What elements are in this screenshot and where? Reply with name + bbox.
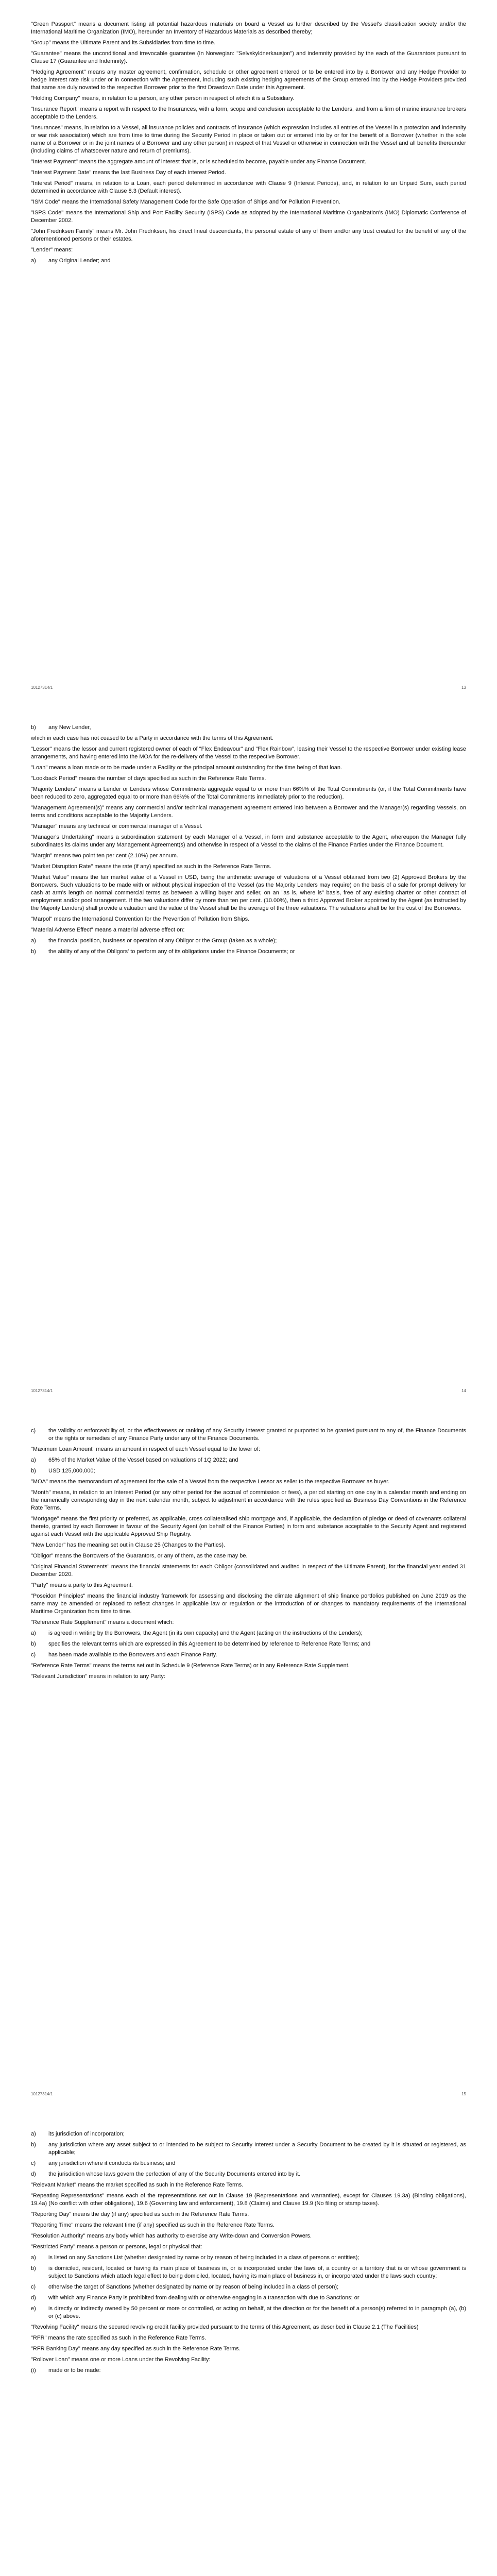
list-item [31, 1467, 466, 1475]
list-item-label: c) [31, 2160, 36, 2166]
definition-paragraph: "Resolution Authority" means any body which has authority to exercise any Write-down and Conversion Powers. [31, 2233, 312, 2239]
page-footer [31, 1388, 466, 1393]
list-item-label: b) [31, 1468, 36, 1474]
list-item-text: the validity or enforceability of, or the effectiveness or ranking of any Security Interest granted or purported to be granted pursuant to any of, the Finance Documents or the rights or remedies of any Finance Party under any of the Finance Documents. [48, 1428, 466, 1442]
list-item-label: a) [31, 2131, 36, 2137]
list-item-text: is listed on any Sanctions List (whether designated by name or by reason of being included in a class of persons or entities); [48, 2255, 359, 2261]
definition-paragraph: "Guarantee" means the unconditional and irrevocable guarantee (In Norwegian: "Selvskyldnerkausjon") and indemnity provided by the each of the Guarantors pursuant to Clause 17 (Guarantee and Indemnity). [31, 50, 466, 64]
list-item-text: any jurisdiction where any asset subject to or intended to be subject to Security Interest under a Security Document to be created by it is situated or registered, as applicable; [48, 2142, 466, 2156]
list-item-label: a) [31, 2255, 36, 2261]
definition-paragraph: "Insurance Report" means a report with respect to the Insurances, with a form, scope and conclusion acceptable to the Lenders, and from a firm of marine insurance brokers acceptable to the Lenders. [31, 106, 466, 120]
definition-paragraph: "Rollover Loan" means one or more Loans under the Revolving Facility: [31, 2357, 211, 2363]
list-item-label: a) [31, 938, 36, 944]
document-page [0, 0, 497, 703]
list-item-text: otherwise the target of Sanctions (whether designated by name or by reason of being included in a class of person); [48, 2284, 339, 2290]
list-item-label: e) [31, 2306, 36, 2312]
list-item-label: b) [31, 2142, 36, 2148]
definition-paragraph: "Party" means a party to this Agreement. [31, 1582, 133, 1588]
page-number: 13 [461, 685, 466, 690]
definition-paragraph: "Poseidon Principles" means the financial industry framework for assessing and disclosing the climate alignment of ship finance portfolios published on June 2019 as the same may be amended or replaced to reflect changes in applicable law or regulation or the introduction of or changes to mandatory requirements of the International Maritime Organization from time to time. [31, 1593, 466, 1615]
page-body [31, 1427, 466, 1684]
definition-paragraph: "Lessor" means the lessor and current registered owner of each of "Flex Endeavour" and "Flex Rainbow", leasing their Vessel to the respective Borrower under existing lease arrangements, and having entered into the MOA for the re-delivery of the Vessel to the respective Borrower. [31, 746, 466, 760]
list-item-text: the ability of any of the Obligors' to perform any of its obligations under the Finance Documents; or [48, 948, 295, 955]
definition-paragraph: "RFR" means the rate specified as such in the Reference Rate Terms. [31, 2335, 207, 2341]
list-item-text: is directly or indirectly owned by 50 percent or more or controlled, or acting on behalf, at the direction or for the benefit of a person(s) referred to in paragraph (a), (b) or (c) above. [48, 2306, 466, 2319]
list-item-text: specifies the relevant terms which are expressed in this Agreement to be determined by reference to Reference Rate Terms; and [48, 1641, 371, 1647]
list-item [31, 2294, 466, 2302]
footer-reference: 10127314/1 [31, 2092, 53, 2096]
page-number: 14 [461, 1388, 466, 1393]
list-item [31, 2367, 466, 2375]
list-item [31, 2130, 466, 2138]
definition-paragraph: "ISM Code" means the International Safety Management Code for the Safe Operation of Ships and for Pollution Prevention. [31, 199, 340, 205]
list-item [31, 2254, 466, 2262]
list-item-label: b) [31, 1641, 36, 1647]
footer-reference: 10127314/1 [31, 1388, 53, 1393]
list-item-text: is agreed in writing by the Borrowers, the Agent (in its own capacity) and the Agent (acting on the instructions of the Lenders); [48, 1630, 363, 1636]
list-item [31, 2141, 466, 2157]
list-item-text: has been made available to the Borrowers and each Finance Party. [48, 1652, 217, 1658]
definition-paragraph: "Interest Payment" means the aggregate amount of interest that is, or is scheduled to become, payable under any Finance Document. [31, 159, 367, 165]
list-item-text: any Original Lender; and [48, 258, 111, 264]
list-item-label: c) [31, 1428, 36, 1434]
list-item [31, 1456, 466, 1464]
definition-paragraph: "MOA" means the memorandum of agreement for the sale of a Vessel from the respective Lessor as seller to the respective Borrower as buyer. [31, 1479, 390, 1485]
definition-paragraph: "RFR Banking Day" means any day specified as such in the Reference Rate Terms. [31, 2346, 241, 2352]
list-item-text: any jurisdiction where it conducts its business; and [48, 2160, 176, 2166]
list-item-label: d) [31, 2171, 36, 2177]
list-item-text: the financial position, business or operation of any Obligor or the Group (taken as a whole); [48, 938, 277, 944]
page-body [31, 21, 466, 268]
definition-paragraph: "Revolving Facility" means the secured revolving credit facility provided pursuant to the terms of this Agreement, as described in Clause 2.1 (The Facilities) [31, 2324, 419, 2330]
definition-paragraph: "Obligor" means the Borrowers of the Guarantors, or any of them, as the case may be. [31, 1553, 248, 1559]
list-item [31, 724, 466, 732]
page-number: 15 [461, 2092, 466, 2096]
definition-paragraph: "John Fredriksen Family" means Mr. John Fredriksen, his direct lineal descendants, the personal estate of any of them and/or any trust created for the benefit of any of the aforementioned persons or their estates. [31, 228, 466, 242]
page-footer [31, 685, 466, 690]
definition-paragraph: "Repeating Representations" means each of the representations set out in Clause 19 (Representations and warranties), except for Clauses 19.3a) (Binding obligations), 19.4a) (No conflict with other obligations), 19.6 (Governing law and enforcement), 19.8 (Claims) and Clause 19.9 (No filing or stamp taxes). [31, 2193, 466, 2207]
document-page [0, 703, 497, 1406]
definition-paragraph: "Majority Lenders" means a Lender or Lenders whose Commitments aggregate equal to or more than 66⅔% of the Total Commitments (or, if the Total Commitments have been reduced to zero, aggregated equal to or more than 66⅔% of the Total Commitments immediately prior to the reduction). [31, 786, 466, 800]
list-item-label: (i) [31, 2367, 36, 2374]
definition-paragraph: "Management Agreement(s)" means any commercial and/or technical management agreement entered into between a Borrower and the Manager(s) regarding Vessels, on terms and conditions acceptable to the Majority Lenders. [31, 805, 466, 819]
definition-paragraph: which in each case has not ceased to be a Party in accordance with the terms of this Agreement. [31, 735, 273, 741]
list-item [31, 2171, 466, 2178]
document-page [0, 1406, 497, 2110]
definition-paragraph: "Mortgage" means the first priority or preferred, as applicable, cross collateralised ship mortgage and, if applicable, the declaration of pledge or deed of covenants collateral thereto, granted by each Borrower in favour of the Security Agent (on behalf of the Finance Parties) in form and substance acceptable to the Security Agent and registered against each Vessel with the applicable Approved Ship Registry. [31, 1516, 466, 1537]
list-item [31, 2265, 466, 2280]
definition-paragraph: "Market Disruption Rate" means the rate (if any) specified as such in the Reference Rate Terms. [31, 863, 271, 870]
definition-paragraph: "Relevant Jurisdiction" means in relation to any Party: [31, 1673, 165, 1680]
list-item-text: made or to be made: [48, 2367, 101, 2374]
definition-paragraph: "Interest Period" means, in relation to a Loan, each period determined in accordance with Clause 9 (Interest Periods), and, in relation to an Unpaid Sum, each period determined in accordance with Clause 8.3 (Default interest). [31, 180, 466, 194]
definition-paragraph: "Relevant Market" means the market specified as such in the Reference Rate Terms. [31, 2182, 244, 2188]
list-item-label: c) [31, 1652, 36, 1658]
definition-paragraph: "Restricted Party" means a person or persons, legal or physical that: [31, 2244, 202, 2250]
definition-paragraph: "Green Passport" means a document listing all potential hazardous materials on board a Vessel as further described by the Vessel's classification society and/or the International Maritime Organization (IMO), hereunder an Inventory of Hazardous Materials as described thereby; [31, 21, 466, 35]
list-item-text: its jurisdiction of incorporation; [48, 2131, 125, 2137]
definition-paragraph: "Manager" means any technical or commercial manager of a Vessel. [31, 823, 203, 829]
definition-paragraph: "Material Adverse Effect" means a material adverse effect on: [31, 927, 185, 933]
list-item-label: b) [31, 2265, 36, 2272]
list-item [31, 2160, 466, 2167]
list-item-text: any New Lender, [48, 724, 91, 731]
page-body [31, 724, 466, 959]
list-item-label: a) [31, 1630, 36, 1636]
definition-paragraph: "Group" means the Ultimate Parent and its Subsidiaries from time to time. [31, 40, 216, 46]
definition-paragraph: "Market Value" means the fair market value of a Vessel in USD, being the arithmetic average of valuations of a Vessel obtained from two (2) Approved Brokers by the Borrowers. Such valuations to be made with or without physical inspection of the Vessel (as the Majority Lenders may require) on the basis of a sale for prompt delivery for cash at arm's length on normal commercial terms as between a willing buyer and seller, on an "as is, where is" basis, free of any existing charter or other contract of employment and/or pool arrangement. If the two valuations differ by more than ten per cent. (10.00%), then a third Approved Broker appointed by the Agent (as instructed by the Majority Lenders) shall provide a valuation and the value of the Vessel shall be the average of the three valuations. The valuations shall be for the cost of the Borrowers. [31, 874, 466, 911]
list-item-text: with which any Finance Party is prohibited from dealing with or otherwise engaging in a transaction with due to Sanctions; or [48, 2295, 359, 2301]
definition-paragraph: "Lookback Period" means the number of days specified as such in the Reference Rate Terms. [31, 775, 266, 782]
definition-paragraph: "ISPS Code" means the International Ship and Port Facility Security (ISPS) Code as adopted by the International Maritime Organization's (IMO) Diplomatic Conference of December 2002. [31, 210, 466, 224]
list-item [31, 257, 466, 265]
page-footer [31, 2092, 466, 2096]
list-item [31, 2283, 466, 2291]
list-item-text: the jurisdiction whose laws govern the perfection of any of the Security Documents entered into by it. [48, 2171, 301, 2177]
list-item-label: c) [31, 2284, 36, 2290]
list-item [31, 937, 466, 945]
list-item-text: USD 125,000,000; [48, 1468, 95, 1474]
definition-paragraph: "Interest Payment Date" means the last Business Day of each Interest Period. [31, 170, 226, 176]
definition-paragraph: "Reference Rate Supplement" means a document which: [31, 1619, 174, 1625]
list-item [31, 948, 466, 956]
definition-paragraph: "Loan" means a loan made or to be made under a Facility or the principal amount outstanding for the time being of that loan. [31, 765, 342, 771]
definition-paragraph: "Manager's Undertaking" means a subordination statement by each Manager of a Vessel, in form and substance acceptable to the Agent, whereupon the Manager fully subordinates its claims under any Management Agreement(s) and otherwise in respect of a Vessel to the claims of the Finance Parties under the Finance Document. [31, 834, 466, 848]
list-item [31, 2305, 466, 2320]
list-item-label: a) [31, 258, 36, 264]
list-item-label: b) [31, 948, 36, 955]
definition-paragraph: "Holding Company" means, in relation to a person, any other person in respect of which it is a Subsidiary. [31, 95, 295, 101]
list-item [31, 1630, 466, 1637]
list-item-text: is domiciled, resident, located or having its main place of business in, or is incorporated under the laws of, a country or a territory that is or whose government is subject to Sanctions which attach legal effect to being domiciled, located, having its main place of business in, or incorporated under the laws such country; [48, 2265, 466, 2279]
definition-paragraph: "Hedging Agreement" means any master agreement, confirmation, schedule or other agreement entered or to be entered into by a Borrower and any Hedge Provider to hedge interest rate risk under or in connection with the Agreement, including such existing hedging agreements of the Group entered into by the Hedge Providers provided that same are duly novated to the respective Borrower prior to the first Drawdown Date under this Agreement. [31, 69, 466, 91]
definition-paragraph: "Reporting Time" means the relevant time (if any) specified as such in the Reference Rate Terms. [31, 2222, 275, 2228]
definition-paragraph: "Insurances" means, in relation to a Vessel, all insurance policies and contracts of insurance (which expression includes all entries of the Vessel in a protection and indemnity or war risk association) which are from time to time during the Security Period in place or taken out or entered into by or for the benefit of a Borrower (whether in the sole name of a Borrower or in the joint names of a Borrower and any other person) in respect of that Vessel or otherwise in connection with the Vessel and all benefits thereunder (including claims of whatsoever nature and return of premiums). [31, 125, 466, 154]
list-item-label: d) [31, 2295, 36, 2301]
definition-paragraph: "New Lender" has the meaning set out in Clause 25 (Changes to the Parties). [31, 1542, 226, 1548]
definition-paragraph: "Month" means, in relation to an Interest Period (or any other period for the accrual of commission or fees), a period starting on one day in a calendar month and ending on the numerically corresponding day in the next calendar month, subject to adjustment in accordance with the rules specified as Business Day Conventions in the Reference Rate Terms. [31, 1489, 466, 1511]
list-item-label: b) [31, 724, 36, 731]
list-item [31, 1651, 466, 1659]
definition-paragraph: "Maximum Loan Amount" means an amount in respect of each Vessel equal to the lower of: [31, 1446, 261, 1452]
definition-paragraph: "Marpol" means the International Convention for the Prevention of Pollution from Ships. [31, 916, 250, 922]
definition-paragraph: "Reference Rate Terms" means the terms set out in Schedule 9 (Reference Rate Terms) or in any Reference Rate Supplement. [31, 1663, 350, 1669]
list-item [31, 1640, 466, 1648]
definition-paragraph: "Lender" means: [31, 247, 73, 253]
list-item [31, 1427, 466, 1443]
list-item-label: a) [31, 1457, 36, 1463]
document-page [0, 2110, 497, 2576]
definition-paragraph: "Original Financial Statements" means the financial statements for each Obligor (consolidated and audited in respect of the Ultimate Parent), for the financial year ended 31 December 2020. [31, 1564, 466, 1578]
definition-paragraph: "Margin" means two point ten per cent (2.10%) per annum. [31, 853, 179, 859]
definition-paragraph: "Reporting Day" means the day (if any) specified as such in the Reference Rate Terms. [31, 2211, 249, 2217]
footer-reference: 10127314/1 [31, 685, 53, 690]
page-body [31, 2130, 466, 2378]
list-item-text: 65% of the Market Value of the Vessel based on valuations of 1Q 2022; and [48, 1457, 238, 1463]
